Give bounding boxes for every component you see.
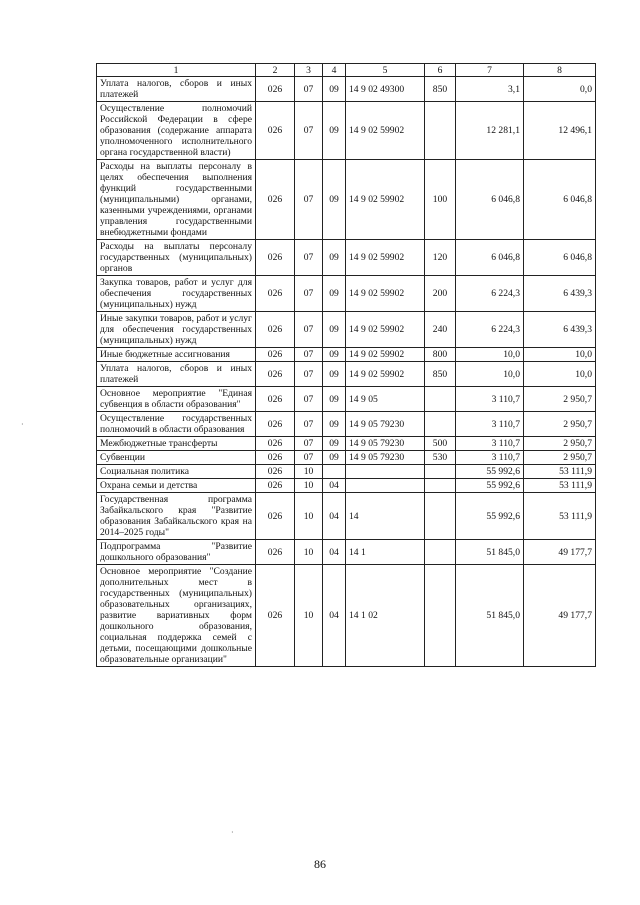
amount-year1-cell: 55 992,6 <box>456 493 524 540</box>
target-article-cell: 14 9 02 59902 <box>346 102 425 160</box>
expense-type-cell: 200 <box>425 276 456 312</box>
section-cell: 10 <box>295 465 323 479</box>
amount-year2-cell: 6 439,3 <box>524 276 596 312</box>
expense-type-cell: 240 <box>425 312 456 348</box>
ministry-code-cell: 026 <box>256 348 295 362</box>
description-cell: Иные закупки товаров, работ и услуг для обеспечения государственных (муниципальных) нужд <box>97 312 256 348</box>
amount-year1-cell: 10,0 <box>456 348 524 362</box>
section-cell: 07 <box>295 102 323 160</box>
subsection-cell: 09 <box>323 437 346 451</box>
subsection-cell: 09 <box>323 160 346 240</box>
subsection-cell <box>323 465 346 479</box>
amount-year2-cell: 49 177,7 <box>524 565 596 667</box>
expense-type-cell: 500 <box>425 437 456 451</box>
section-cell: 07 <box>295 276 323 312</box>
target-article-cell: 14 9 02 59902 <box>346 348 425 362</box>
table-row <box>97 240 596 276</box>
target-article-cell: 14 1 <box>346 540 425 565</box>
ministry-code-cell: 026 <box>256 565 295 667</box>
amount-year1-cell: 3 110,7 <box>456 412 524 437</box>
table-row <box>97 465 596 479</box>
subsection-cell: 09 <box>323 312 346 348</box>
col-header-6: 6 <box>425 64 456 77</box>
section-cell: 07 <box>295 387 323 412</box>
target-article-cell: 14 9 02 59902 <box>346 362 425 387</box>
section-cell: 10 <box>295 565 323 667</box>
subsection-cell: 09 <box>323 387 346 412</box>
amount-year1-cell: 55 992,6 <box>456 479 524 493</box>
col-header-8: 8 <box>524 64 596 77</box>
amount-year1-cell: 6 224,3 <box>456 312 524 348</box>
target-article-cell <box>346 479 425 493</box>
col-header-7: 7 <box>456 64 524 77</box>
subsection-cell: 09 <box>323 77 346 102</box>
amount-year2-cell: 12 496,1 <box>524 102 596 160</box>
table-row <box>97 437 596 451</box>
amount-year2-cell: 6 439,3 <box>524 312 596 348</box>
table-row <box>97 362 596 387</box>
amount-year1-cell: 6 224,3 <box>456 276 524 312</box>
section-cell: 07 <box>295 348 323 362</box>
section-cell: 07 <box>295 240 323 276</box>
amount-year1-cell: 6 046,8 <box>456 160 524 240</box>
section-cell: 07 <box>295 451 323 465</box>
subsection-cell: 09 <box>323 362 346 387</box>
table-row <box>97 348 596 362</box>
target-article-cell: 14 9 02 59902 <box>346 240 425 276</box>
section-cell: 07 <box>295 312 323 348</box>
budget-table <box>96 63 596 667</box>
table-row <box>97 565 596 667</box>
subsection-cell: 04 <box>323 493 346 540</box>
target-article-cell: 14 9 05 <box>346 387 425 412</box>
section-cell: 10 <box>295 540 323 565</box>
ministry-code-cell: 026 <box>256 479 295 493</box>
amount-year2-cell: 2 950,7 <box>524 451 596 465</box>
subsection-cell: 09 <box>323 348 346 362</box>
subsection-cell: 09 <box>323 412 346 437</box>
description-cell: Межбюджетные трансферты <box>97 437 256 451</box>
amount-year2-cell: 2 950,7 <box>524 412 596 437</box>
amount-year1-cell: 3,1 <box>456 77 524 102</box>
expense-type-cell <box>425 102 456 160</box>
target-article-cell: 14 <box>346 493 425 540</box>
description-cell: Охрана семьи и детства <box>97 479 256 493</box>
description-cell: Уплата налогов, сборов и иных платежей <box>97 77 256 102</box>
section-cell: 10 <box>295 479 323 493</box>
amount-year2-cell: 2 950,7 <box>524 387 596 412</box>
description-cell: Субвенции <box>97 451 256 465</box>
expense-type-cell: 530 <box>425 451 456 465</box>
col-header-3: 3 <box>295 64 323 77</box>
expense-type-cell: 100 <box>425 160 456 240</box>
expense-type-cell <box>425 493 456 540</box>
ministry-code-cell: 026 <box>256 240 295 276</box>
subsection-cell: 09 <box>323 276 346 312</box>
target-article-cell: 14 9 02 59902 <box>346 160 425 240</box>
amount-year1-cell: 3 110,7 <box>456 437 524 451</box>
expense-type-cell: 850 <box>425 77 456 102</box>
amount-year2-cell: 6 046,8 <box>524 160 596 240</box>
table-row <box>97 451 596 465</box>
expense-type-cell <box>425 565 456 667</box>
table-row <box>97 479 596 493</box>
table-row <box>97 412 596 437</box>
amount-year2-cell: 53 111,9 <box>524 479 596 493</box>
amount-year2-cell: 6 046,8 <box>524 240 596 276</box>
expense-type-cell <box>425 387 456 412</box>
expense-type-cell: 120 <box>425 240 456 276</box>
amount-year1-cell: 10,0 <box>456 362 524 387</box>
description-cell: Уплата налогов, сборов и иных платежей <box>97 362 256 387</box>
target-article-cell: 14 1 02 <box>346 565 425 667</box>
ministry-code-cell: 026 <box>256 362 295 387</box>
amount-year2-cell: 10,0 <box>524 348 596 362</box>
table-header-row <box>97 64 596 77</box>
section-cell: 07 <box>295 362 323 387</box>
amount-year2-cell: 0,0 <box>524 77 596 102</box>
table-row <box>97 493 596 540</box>
section-cell: 07 <box>295 412 323 437</box>
col-header-1: 1 <box>97 64 256 77</box>
amount-year1-cell: 12 281,1 <box>456 102 524 160</box>
description-cell: Расходы на выплаты персоналу государственных (муниципальных) органов <box>97 240 256 276</box>
description-cell: Основное мероприятие "Создание дополнительных мест в государственных (муниципальных) образовательных организациях, развитие вариативных форм дошкольного образования, социальная поддержка семей с детьми, посещающими дошкольные образовательные организации" <box>97 565 256 667</box>
ministry-code-cell: 026 <box>256 493 295 540</box>
ministry-code-cell: 026 <box>256 437 295 451</box>
ministry-code-cell: 026 <box>256 77 295 102</box>
amount-year1-cell: 51 845,0 <box>456 565 524 667</box>
expense-type-cell <box>425 540 456 565</box>
ministry-code-cell: 026 <box>256 540 295 565</box>
ministry-code-cell: 026 <box>256 451 295 465</box>
amount-year1-cell: 51 845,0 <box>456 540 524 565</box>
subsection-cell: 09 <box>323 240 346 276</box>
description-cell: Осуществление полномочий Российской Федерации в сфере образования (содержание аппарата уполномоченного исполнительного органа государственной власти) <box>97 102 256 160</box>
col-header-5: 5 <box>346 64 425 77</box>
target-article-cell: 14 9 02 59902 <box>346 312 425 348</box>
col-header-4: 4 <box>323 64 346 77</box>
amount-year1-cell: 3 110,7 <box>456 451 524 465</box>
table-row <box>97 160 596 240</box>
target-article-cell: 14 9 05 79230 <box>346 412 425 437</box>
table-row <box>97 276 596 312</box>
description-cell: Закупка товаров, работ и услуг для обеспечения государственных (муниципальных) нужд <box>97 276 256 312</box>
description-cell: Подпрограмма "Развитие дошкольного образования" <box>97 540 256 565</box>
description-cell: Осуществление государственных полномочий в области образования <box>97 412 256 437</box>
section-cell: 07 <box>295 160 323 240</box>
ministry-code-cell: 026 <box>256 160 295 240</box>
subsection-cell: 09 <box>323 451 346 465</box>
amount-year2-cell: 2 950,7 <box>524 437 596 451</box>
ministry-code-cell: 026 <box>256 387 295 412</box>
description-cell: Расходы на выплаты персоналу в целях обеспечения выполнения функций государственными (муниципальными) органами, казенными учреждениями, органами управления государственными внебюджетными фондами <box>97 160 256 240</box>
section-cell: 07 <box>295 77 323 102</box>
ministry-code-cell: 026 <box>256 312 295 348</box>
expense-type-cell <box>425 465 456 479</box>
target-article-cell: 14 9 02 59902 <box>346 276 425 312</box>
table-row <box>97 540 596 565</box>
table-row <box>97 387 596 412</box>
description-cell: Иные бюджетные ассигнования <box>97 348 256 362</box>
target-article-cell <box>346 465 425 479</box>
expense-type-cell: 800 <box>425 348 456 362</box>
target-article-cell: 14 9 02 49300 <box>346 77 425 102</box>
col-header-2: 2 <box>256 64 295 77</box>
expense-type-cell: 850 <box>425 362 456 387</box>
target-article-cell: 14 9 05 79230 <box>346 437 425 451</box>
description-cell: Основное мероприятие "Единая субвенция в области образования" <box>97 387 256 412</box>
amount-year1-cell: 3 110,7 <box>456 387 524 412</box>
target-article-cell: 14 9 05 79230 <box>346 451 425 465</box>
section-cell: 10 <box>295 493 323 540</box>
description-cell: Государственная программа Забайкальского края "Развитие образования Забайкальского края на 2014–2025 годы" <box>97 493 256 540</box>
page-number: 86 <box>314 857 326 871</box>
subsection-cell: 09 <box>323 102 346 160</box>
ministry-code-cell: 026 <box>256 412 295 437</box>
amount-year2-cell: 53 111,9 <box>524 465 596 479</box>
amount-year2-cell: 49 177,7 <box>524 540 596 565</box>
description-cell: Социальная политика <box>97 465 256 479</box>
ministry-code-cell: 026 <box>256 276 295 312</box>
ministry-code-cell: 026 <box>256 465 295 479</box>
amount-year1-cell: 6 046,8 <box>456 240 524 276</box>
amount-year2-cell: 10,0 <box>524 362 596 387</box>
table-body <box>97 77 596 667</box>
scan-mark: · <box>231 828 234 837</box>
section-cell: 07 <box>295 437 323 451</box>
subsection-cell: 04 <box>323 540 346 565</box>
amount-year1-cell: 55 992,6 <box>456 465 524 479</box>
table-row <box>97 312 596 348</box>
table-row <box>97 102 596 160</box>
ministry-code-cell: 026 <box>256 102 295 160</box>
table-row <box>97 77 596 102</box>
expense-type-cell <box>425 479 456 493</box>
subsection-cell: 04 <box>323 479 346 493</box>
subsection-cell: 04 <box>323 565 346 667</box>
scan-mark: · <box>21 420 24 429</box>
expense-type-cell <box>425 412 456 437</box>
amount-year2-cell: 53 111,9 <box>524 493 596 540</box>
